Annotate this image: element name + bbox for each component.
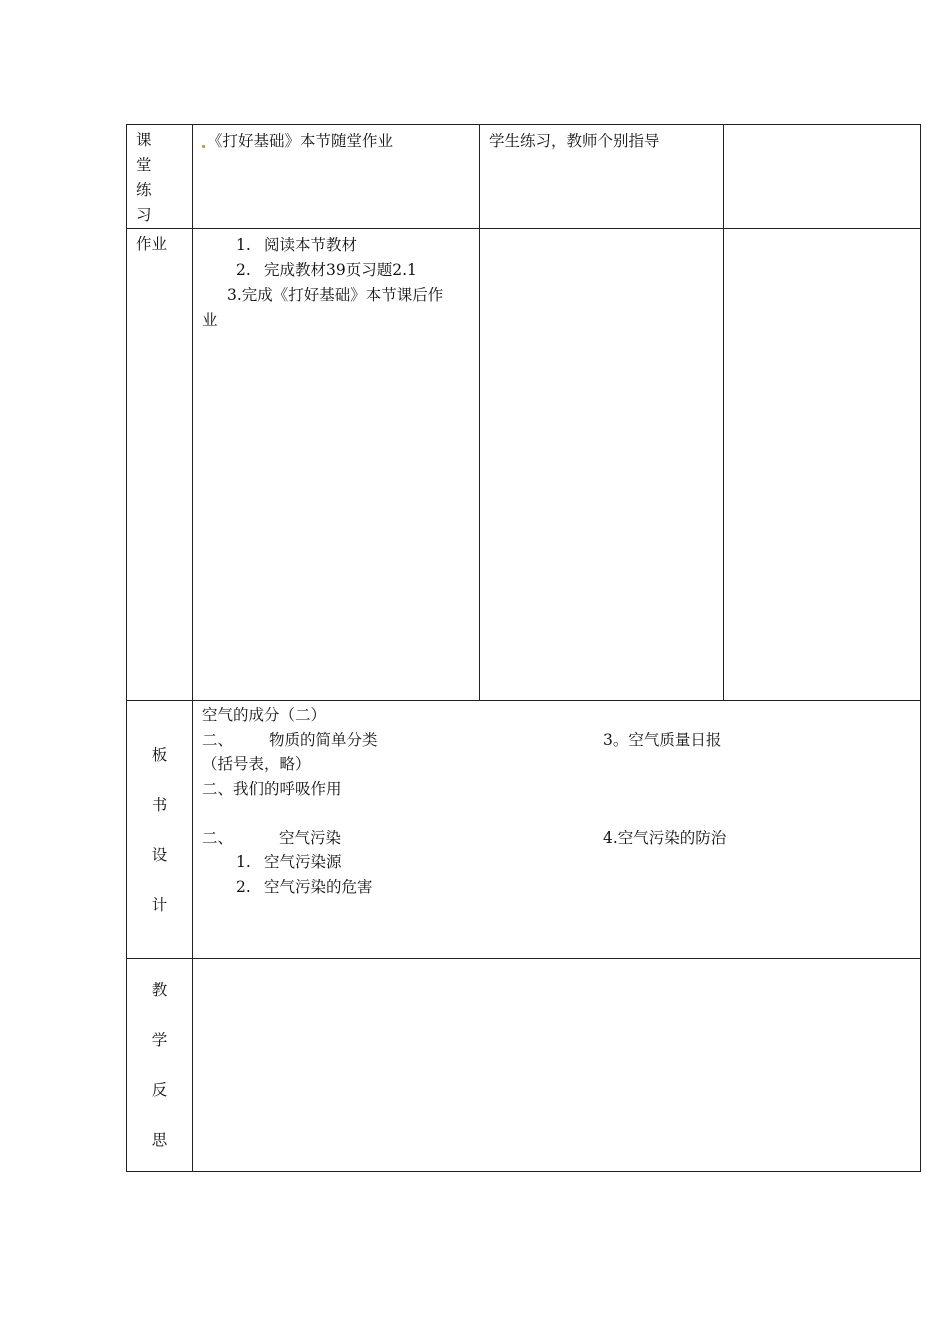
board-row: [127, 701, 921, 959]
practice-label-line1: 课 堂: [136, 131, 164, 174]
board-sub-item-2: 2. 空气污染的危害: [236, 877, 373, 896]
reflection-content-cell: [193, 959, 921, 1172]
board-section-3-right: 4.空气污染的防治: [603, 828, 727, 847]
homework-empty-cell: [724, 229, 921, 701]
homework-item-3-line2: 业: [202, 311, 218, 329]
lesson-plan-table: [126, 124, 921, 1172]
board-section-1-note: （括号表，略）: [202, 755, 311, 773]
board-section-1-right: 3。空气质量日报: [603, 730, 722, 749]
practice-content: 《打好基础》本节随堂作业: [207, 132, 394, 150]
homework-item-1: 1. 阅读本节教材: [236, 236, 358, 254]
homework-label: 作业: [127, 229, 193, 701]
reflection-row: [127, 959, 921, 1172]
homework-row: [127, 229, 921, 701]
board-content-cell: [193, 701, 921, 959]
reflection-label-char-4: 思: [151, 1131, 168, 1149]
practice-method-cell: [480, 125, 724, 229]
homework-item-2: 2. 完成教材39页习题2.1: [236, 261, 417, 279]
reflection-label-char-2: 学: [151, 1031, 168, 1049]
board-section-1: 二、 物质的简单分类 3。空气质量日报: [202, 728, 912, 753]
reflection-label: [127, 959, 193, 1172]
mark-dot: [202, 145, 205, 148]
homework-method-cell: [480, 229, 724, 701]
board-label-char-2: 书: [151, 795, 168, 814]
board-label-char-3: 设: [151, 845, 168, 864]
reflection-label-char-1: 教: [151, 981, 168, 999]
board-content: [193, 701, 920, 955]
board-spacer: [202, 801, 912, 826]
board-label: [127, 701, 193, 959]
homework-item-3-line1: 3.完成《打好基础》本节课后作: [227, 286, 444, 304]
practice-label: [127, 125, 193, 229]
board-section-3: 二、 空气污染 4.空气污染的防治: [202, 826, 912, 851]
practice-empty-cell: [724, 125, 921, 229]
practice-content-cell: [193, 125, 480, 229]
practice-method: 学生练习，教师个别指导: [489, 132, 660, 150]
board-label-char-1: 板: [151, 745, 168, 764]
homework-content-cell: [193, 229, 480, 701]
reflection-label-char-3: 反: [151, 1081, 168, 1099]
board-title: 空气的成分（二）: [202, 706, 327, 724]
board-section-2: 二、我们的呼吸作用: [202, 779, 342, 798]
board-label-char-4: 计: [151, 895, 168, 914]
practice-label-line2: 练 习: [136, 181, 164, 224]
board-sub-item-1: 1. 空气污染源: [236, 853, 342, 871]
practice-row: [127, 125, 921, 229]
